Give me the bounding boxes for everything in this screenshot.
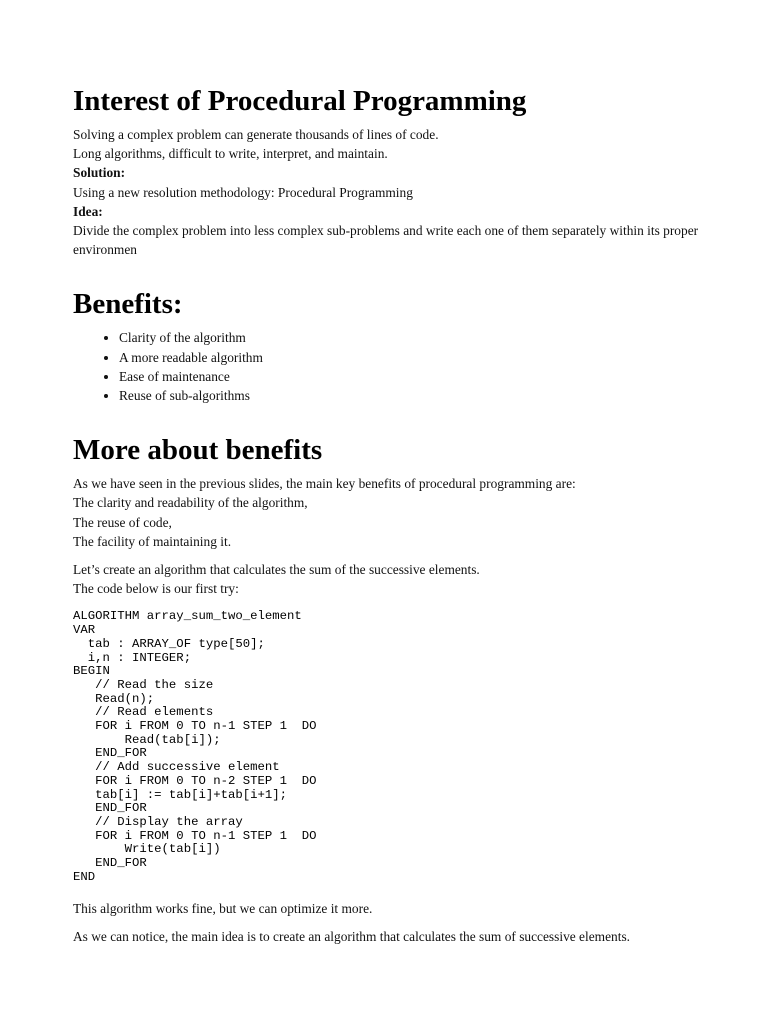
benefits-list [73,328,703,405]
idea-label: Idea: [73,203,103,219]
paragraph-after-code: This algorithm works fine, but we can optimize it more. [73,900,373,916]
paragraph-line: Long algorithms, difficult to write, interpret, and maintain. [73,146,388,162]
spacer [73,918,703,927]
list-item: • Ease of maintenance [119,367,703,386]
paragraph-line: The reuse of code, [73,514,172,530]
idea-text: Divide the complex problem into less complex sub-problems and write each one of them separately within its proper environmen [73,223,699,258]
solution-label-line [73,163,703,182]
section-title-interest: Interest of Procedural Programming [73,85,527,117]
paragraph-final: As we can notice, the main idea is to create an algorithm that calculates the sum of successive elements. [73,928,630,944]
section-title-more-benefits: More about benefits [73,434,323,467]
list-item: • A more readable algorithm [119,348,703,367]
list-item: • Reuse of sub-algorithms [119,386,703,405]
paragraph-line: The clarity and readability of the algorithm, [73,495,308,511]
paragraph-line: The code below is our first try: [73,581,239,597]
paragraph-line: As we have seen in the previous slides, the main key benefits of procedural programming are: [73,476,576,492]
solution-label: Solution: [73,165,126,181]
paragraph-line: Solving a complex problem can generate thousands of lines of code. [73,127,439,142]
paragraph-line: The facility of maintaining it. [73,533,232,549]
solution-text: Using a new resolution methodology: Procedural Programming [73,184,413,200]
document-content [73,84,703,946]
spacer [73,885,703,899]
idea-label-line [73,202,703,221]
section-title-benefits: Benefits: [73,288,183,321]
list-item: • Clarity of the algorithm [119,328,703,347]
code-block: ALGORITHM array_sum_two_element VAR tab : ARRAY_OF type[50]; i,n : INTEGER; BEGIN // Read the size Read(n); // Read elements FOR i FROM 0 TO n-1 STEP 1 DO Read(tab[i]); END_FOR // Add successive element FOR i FROM 0 TO n-2 STEP 1 DO tab[i] := tab[i]+tab[i+1]; END_FOR // Display the array FOR i FROM 0 TO n-1 STEP 1 DO Write(tab[i]) END_FOR END [73,609,317,884]
paragraph-line: Let’s create an algorithm that calculates the sum of the successive elements. [73,562,480,578]
spacer [73,551,703,560]
